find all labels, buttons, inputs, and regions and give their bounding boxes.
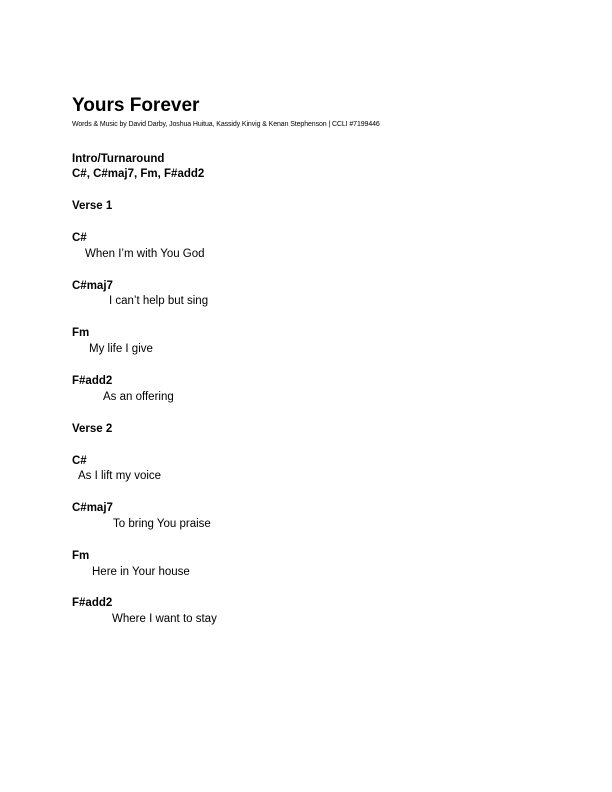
chord-label: C#maj7 [72,502,113,514]
chord-label: Fm [72,327,90,339]
lyric-line: I can’t help but sing [109,295,209,307]
lyric-line: Here in Your house [92,566,190,578]
chord-label: F#add2 [72,597,113,609]
lyric-line: To bring You praise [113,518,211,530]
chord-label: Fm [72,550,90,562]
chord-label: F#add2 [72,375,113,387]
lyric-line: When I’m with You God [85,248,205,260]
section-heading-verse-2: Verse 2 [72,423,113,435]
song-credits: Words & Music by David Darby, Joshua Huitua, Kassidy Kinvig & Kenan Stephenson | CCLI #7199446 [72,121,380,128]
lyric-line: Where I want to stay [112,613,217,625]
intro-chord-progression: C#, C#maj7, Fm, F#add2 [72,168,205,180]
lyric-line: My life I give [89,343,153,355]
section-heading-verse-1: Verse 1 [72,200,113,212]
lyric-line: As an offering [103,391,174,403]
chord-label: C#maj7 [72,280,113,292]
section-heading-intro: Intro/Turnaround [72,153,165,165]
song-title: Yours Forever [72,95,200,116]
chord-label: C# [72,232,87,244]
lyric-line: As I lift my voice [78,470,162,482]
chord-label: C# [72,455,87,467]
